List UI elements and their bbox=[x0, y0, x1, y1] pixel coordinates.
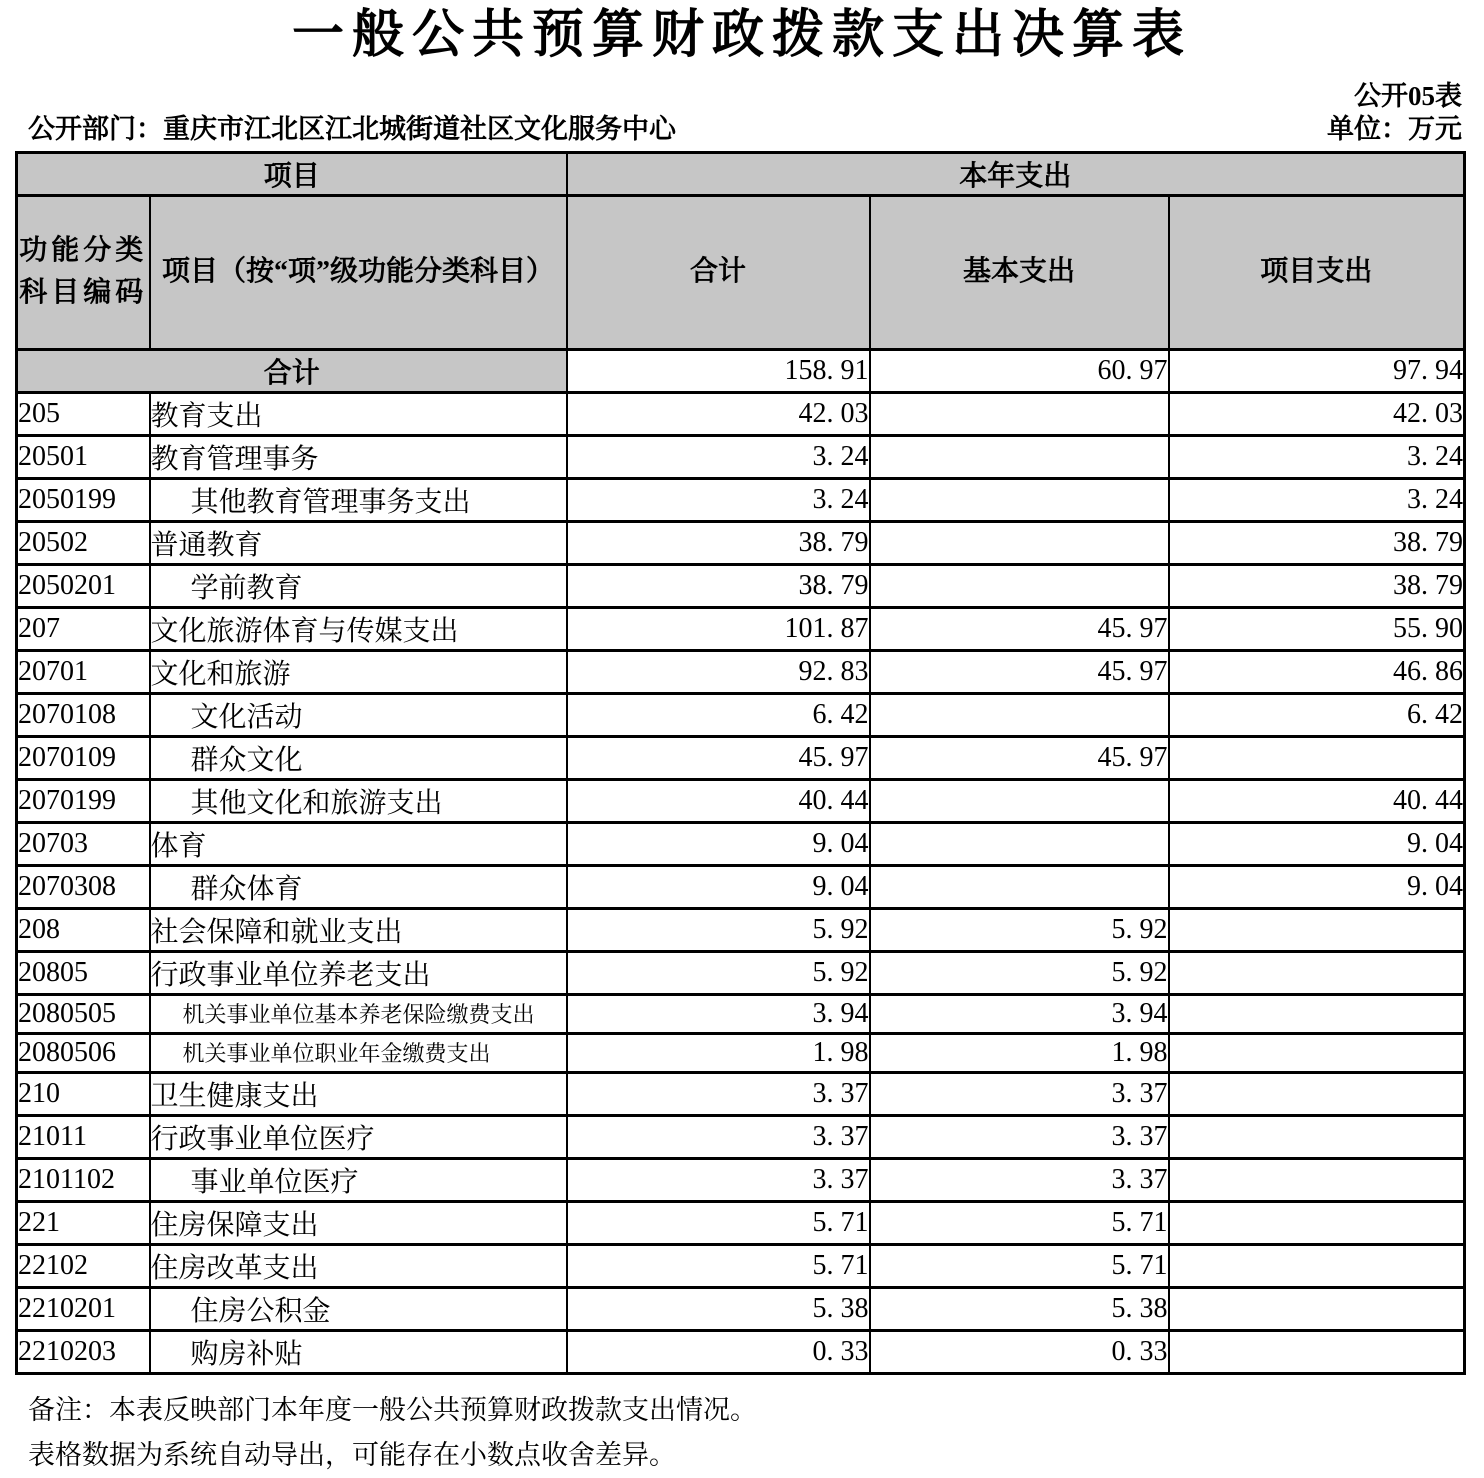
total-cell: 5. 92 bbox=[567, 951, 870, 994]
function-code-cell: 2070108 bbox=[17, 693, 150, 736]
total-cell: 5. 71 bbox=[567, 1244, 870, 1287]
basic-expenditure-cell bbox=[870, 822, 1169, 865]
table-row bbox=[17, 564, 1465, 607]
total-cell: 3. 37 bbox=[567, 1115, 870, 1158]
project-expenditure-cell bbox=[1169, 1033, 1465, 1072]
total-cell: 6. 42 bbox=[567, 693, 870, 736]
table-row bbox=[17, 607, 1465, 650]
basic-expenditure-cell bbox=[870, 564, 1169, 607]
table-row bbox=[17, 478, 1465, 521]
function-code-cell: 2080505 bbox=[17, 994, 150, 1033]
basic-expenditure-cell bbox=[870, 392, 1169, 435]
table-row bbox=[17, 736, 1465, 779]
project-expenditure-cell: 55. 90 bbox=[1169, 607, 1465, 650]
table-row bbox=[17, 1244, 1465, 1287]
item-name-cell: 教育管理事务 bbox=[150, 435, 567, 478]
basic-expenditure-cell: 0. 33 bbox=[870, 1330, 1169, 1373]
total-cell: 40. 44 bbox=[567, 779, 870, 822]
basic-expenditure-cell bbox=[870, 478, 1169, 521]
table-row bbox=[17, 521, 1465, 564]
basic-expenditure-cell: 3. 37 bbox=[870, 1072, 1169, 1115]
function-code-cell: 208 bbox=[17, 908, 150, 951]
item-name-cell: 其他教育管理事务支出 bbox=[150, 478, 567, 521]
table-row bbox=[17, 779, 1465, 822]
project-expenditure-cell: 38. 79 bbox=[1169, 564, 1465, 607]
table-row bbox=[17, 1201, 1465, 1244]
project-expenditure-cell bbox=[1169, 1201, 1465, 1244]
table-row bbox=[17, 994, 1465, 1033]
total-cell: 0. 33 bbox=[567, 1330, 870, 1373]
function-code-cell: 20502 bbox=[17, 521, 150, 564]
item-name-cell: 行政事业单位医疗 bbox=[150, 1115, 567, 1158]
basic-expenditure-cell: 5. 38 bbox=[870, 1287, 1169, 1330]
header-col-project-expenditure: 项目支出 bbox=[1169, 195, 1465, 349]
basic-expenditure-cell: 45. 97 bbox=[870, 650, 1169, 693]
table-row bbox=[17, 693, 1465, 736]
item-name-cell: 行政事业单位养老支出 bbox=[150, 951, 567, 994]
project-expenditure-cell: 42. 03 bbox=[1169, 392, 1465, 435]
project-expenditure-cell: 38. 79 bbox=[1169, 521, 1465, 564]
project-expenditure-cell bbox=[1169, 1244, 1465, 1287]
item-name-cell: 群众体育 bbox=[150, 865, 567, 908]
total-cell: 42. 03 bbox=[567, 392, 870, 435]
item-name-cell: 住房保障支出 bbox=[150, 1201, 567, 1244]
basic-expenditure-cell bbox=[870, 521, 1169, 564]
total-cell: 1. 98 bbox=[567, 1033, 870, 1072]
table-row bbox=[17, 650, 1465, 693]
table-header bbox=[17, 152, 1465, 349]
summary-total-cell: 158. 91 bbox=[567, 349, 870, 392]
project-expenditure-cell bbox=[1169, 1330, 1465, 1373]
basic-expenditure-cell bbox=[870, 435, 1169, 478]
function-code-cell: 221 bbox=[17, 1201, 150, 1244]
total-cell: 3. 94 bbox=[567, 994, 870, 1033]
item-name-cell: 文化和旅游 bbox=[150, 650, 567, 693]
total-cell: 38. 79 bbox=[567, 564, 870, 607]
total-cell: 101. 87 bbox=[567, 607, 870, 650]
summary-label: 合计 bbox=[17, 349, 567, 392]
item-name-cell: 住房公积金 bbox=[150, 1287, 567, 1330]
basic-expenditure-cell bbox=[870, 779, 1169, 822]
table-row bbox=[17, 951, 1465, 994]
item-name-cell: 其他文化和旅游支出 bbox=[150, 779, 567, 822]
table-code-label: 公开05表 bbox=[1354, 80, 1462, 111]
item-name-cell: 机关事业单位基本养老保险缴费支出 bbox=[150, 994, 567, 1033]
table-body bbox=[17, 349, 1465, 1373]
project-expenditure-cell bbox=[1169, 1072, 1465, 1115]
project-expenditure-cell bbox=[1169, 951, 1465, 994]
table-row bbox=[17, 865, 1465, 908]
total-cell: 45. 97 bbox=[567, 736, 870, 779]
table-row bbox=[17, 908, 1465, 951]
project-expenditure-cell bbox=[1169, 908, 1465, 951]
item-name-cell: 卫生健康支出 bbox=[150, 1072, 567, 1115]
function-code-cell: 20703 bbox=[17, 822, 150, 865]
function-code-cell: 2070308 bbox=[17, 865, 150, 908]
project-expenditure-cell: 9. 04 bbox=[1169, 822, 1465, 865]
function-code-cell: 2050201 bbox=[17, 564, 150, 607]
function-code-cell: 205 bbox=[17, 392, 150, 435]
table-row bbox=[17, 392, 1465, 435]
table-row bbox=[17, 1330, 1465, 1373]
project-expenditure-cell: 9. 04 bbox=[1169, 865, 1465, 908]
basic-expenditure-cell: 3. 94 bbox=[870, 994, 1169, 1033]
total-cell: 5. 38 bbox=[567, 1287, 870, 1330]
item-name-cell: 普通教育 bbox=[150, 521, 567, 564]
item-name-cell: 购房补贴 bbox=[150, 1330, 567, 1373]
project-expenditure-cell: 3. 24 bbox=[1169, 478, 1465, 521]
function-code-cell: 2101102 bbox=[17, 1158, 150, 1201]
total-cell: 5. 92 bbox=[567, 908, 870, 951]
page bbox=[0, 6, 1484, 1470]
unit-label: 单位：万元 bbox=[1327, 114, 1462, 145]
basic-expenditure-cell: 45. 97 bbox=[870, 607, 1169, 650]
project-expenditure-cell bbox=[1169, 1158, 1465, 1201]
meta-row bbox=[0, 111, 1484, 150]
basic-expenditure-cell: 1. 98 bbox=[870, 1033, 1169, 1072]
total-cell: 38. 79 bbox=[567, 521, 870, 564]
item-name-cell: 学前教育 bbox=[150, 564, 567, 607]
table-row bbox=[17, 1072, 1465, 1115]
function-code-cell: 20501 bbox=[17, 435, 150, 478]
header-col-function-code: 功能分类科目编码 bbox=[17, 195, 150, 349]
function-code-cell: 20701 bbox=[17, 650, 150, 693]
item-name-cell: 住房改革支出 bbox=[150, 1244, 567, 1287]
function-code-cell: 2210203 bbox=[17, 1330, 150, 1373]
basic-expenditure-cell: 5. 71 bbox=[870, 1244, 1169, 1287]
page-title: 一般公共预算财政拨款支出决算表 bbox=[291, 7, 1192, 64]
table-row bbox=[17, 1287, 1465, 1330]
total-cell: 3. 24 bbox=[567, 478, 870, 521]
item-name-cell: 社会保障和就业支出 bbox=[150, 908, 567, 951]
item-name-cell: 群众文化 bbox=[150, 736, 567, 779]
function-code-cell: 210 bbox=[17, 1072, 150, 1115]
department-label: 公开部门：重庆市江北区江北城街道社区文化服务中心 bbox=[28, 114, 676, 145]
item-name-cell: 体育 bbox=[150, 822, 567, 865]
basic-expenditure-cell: 3. 37 bbox=[870, 1115, 1169, 1158]
function-code-cell: 207 bbox=[17, 607, 150, 650]
summary-project-cell: 97. 94 bbox=[1169, 349, 1465, 392]
project-expenditure-cell bbox=[1169, 736, 1465, 779]
item-name-cell: 机关事业单位职业年金缴费支出 bbox=[150, 1033, 567, 1072]
total-cell: 92. 83 bbox=[567, 650, 870, 693]
basic-expenditure-cell: 5. 92 bbox=[870, 908, 1169, 951]
basic-expenditure-cell: 5. 71 bbox=[870, 1201, 1169, 1244]
function-code-cell: 22102 bbox=[17, 1244, 150, 1287]
function-code-cell: 20805 bbox=[17, 951, 150, 994]
footnote-line-1: 备注：本表反映部门本年度一般公共预算财政拨款支出情况。 bbox=[28, 1394, 757, 1425]
project-expenditure-cell bbox=[1169, 994, 1465, 1033]
function-code-cell: 2070199 bbox=[17, 779, 150, 822]
header-col-item-name: 项目（按“项”级功能分类科目） bbox=[150, 195, 567, 349]
table-row bbox=[17, 822, 1465, 865]
total-cell: 9. 04 bbox=[567, 822, 870, 865]
project-expenditure-cell bbox=[1169, 1115, 1465, 1158]
total-cell: 9. 04 bbox=[567, 865, 870, 908]
total-cell: 3. 37 bbox=[567, 1072, 870, 1115]
item-name-cell: 文化旅游体育与传媒支出 bbox=[150, 607, 567, 650]
footnotes bbox=[28, 1388, 1484, 1478]
table-row bbox=[17, 435, 1465, 478]
item-name-cell: 教育支出 bbox=[150, 392, 567, 435]
footnote-line-2: 表格数据为系统自动导出，可能存在小数点收舍差异。 bbox=[28, 1439, 676, 1470]
basic-expenditure-cell: 45. 97 bbox=[870, 736, 1169, 779]
header-col-total: 合计 bbox=[567, 195, 870, 349]
header-group-item: 项目 bbox=[17, 152, 567, 195]
summary-row bbox=[17, 349, 1465, 392]
project-expenditure-cell: 6. 42 bbox=[1169, 693, 1465, 736]
table-row bbox=[17, 1158, 1465, 1201]
project-expenditure-cell: 40. 44 bbox=[1169, 779, 1465, 822]
header-group-row bbox=[17, 152, 1465, 195]
basic-expenditure-cell: 5. 92 bbox=[870, 951, 1169, 994]
total-cell: 3. 24 bbox=[567, 435, 870, 478]
header-group-year-expenditure: 本年支出 bbox=[567, 152, 1465, 195]
total-cell: 3. 37 bbox=[567, 1158, 870, 1201]
function-code-cell: 21011 bbox=[17, 1115, 150, 1158]
basic-expenditure-cell bbox=[870, 693, 1169, 736]
function-code-cell: 2050199 bbox=[17, 478, 150, 521]
header-columns-row bbox=[17, 195, 1465, 349]
item-name-cell: 事业单位医疗 bbox=[150, 1158, 567, 1201]
header-col-basic-expenditure: 基本支出 bbox=[870, 195, 1169, 349]
basic-expenditure-cell: 3. 37 bbox=[870, 1158, 1169, 1201]
total-cell: 5. 71 bbox=[567, 1201, 870, 1244]
table-row bbox=[17, 1115, 1465, 1158]
item-name-cell: 文化活动 bbox=[150, 693, 567, 736]
project-expenditure-cell: 3. 24 bbox=[1169, 435, 1465, 478]
project-expenditure-cell bbox=[1169, 1287, 1465, 1330]
project-expenditure-cell: 46. 86 bbox=[1169, 650, 1465, 693]
summary-basic-cell: 60. 97 bbox=[870, 349, 1169, 392]
table-row bbox=[17, 1033, 1465, 1072]
expenditure-table bbox=[15, 151, 1466, 1375]
function-code-cell: 2070109 bbox=[17, 736, 150, 779]
function-code-cell: 2210201 bbox=[17, 1287, 150, 1330]
function-code-cell: 2080506 bbox=[17, 1033, 150, 1072]
basic-expenditure-cell bbox=[870, 865, 1169, 908]
